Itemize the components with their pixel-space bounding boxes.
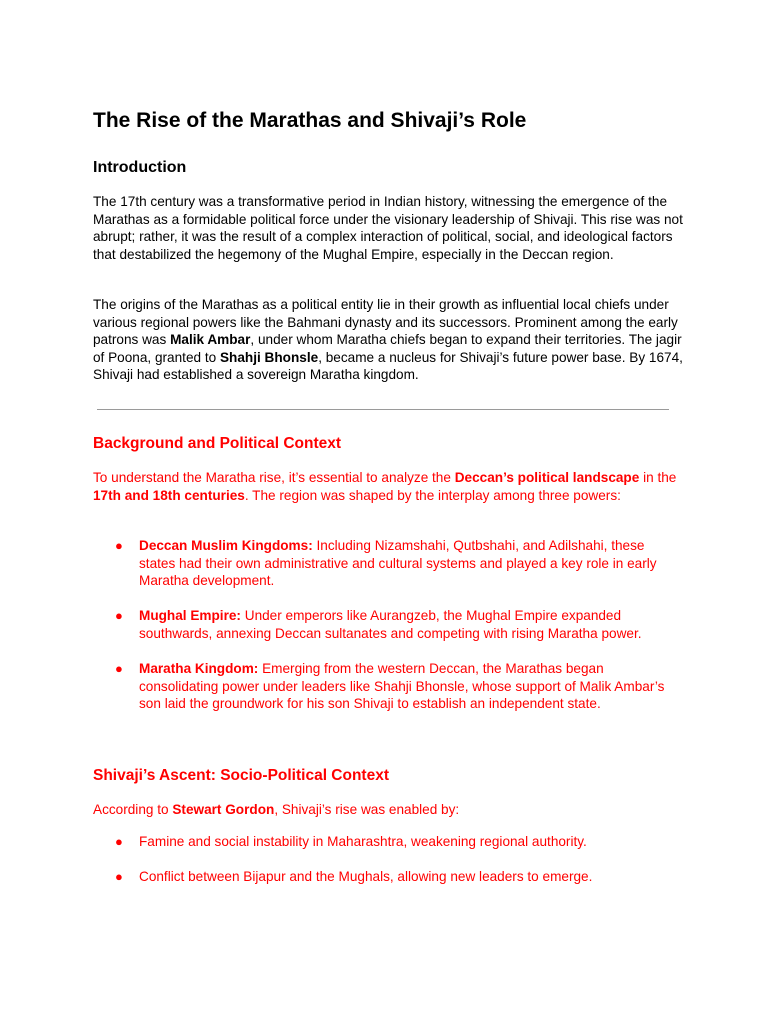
page-title: The Rise of the Marathas and Shivaji’s Role (93, 109, 527, 132)
bullet-icon: ● (115, 661, 123, 676)
list-item-text: Conflict between Bijapur and the Mughals, allowing new leaders to emerge. (139, 869, 593, 884)
bold-term-shahji-bhonsle: Shahji Bhonsle (219, 349, 319, 365)
paragraph-text: , Shivaji’s rise was enabled by: (274, 802, 460, 817)
bold-term-centuries: 17th and 18th centuries (93, 487, 245, 503)
bold-term-stewart-gordon: Stewart Gordon (172, 802, 275, 817)
list-item-text: Famine and social instability in Maharashtra, weakening regional authority. (139, 834, 587, 849)
paragraph-text: . The region was shaped by the interplay among three powers: (244, 487, 621, 503)
list-item-description: Emerging from the western Deccan, the Marathas began consolidating power under leaders like Shahji Bhonsle, whose support of Malik Ambar’s son laid the groundwork for his son Shivaji to establish an independent state. (139, 661, 665, 711)
paragraph-text: in the (639, 470, 677, 485)
list-item-description: Under emperors like Aurangzeb, the Mughal Empire expanded southwards, annexing Deccan sultanates and competing with rising Maratha power. (139, 608, 642, 641)
bullet-icon: ● (115, 869, 123, 884)
background-heading: Background and Political Context (93, 435, 342, 452)
paragraph-text: According to (93, 802, 173, 817)
introduction-paragraph-1: The 17th century was a transformative period in Indian history, witnessing the emergence of the Marathas as a formidable political force under the visionary leadership of Shivaji. This rise was not abrupt; rather, it was the result of a complex interaction of political, social, and ideological factors that destabilized the hegemony of the Mughal Empire, especially in the Deccan region. (93, 194, 683, 262)
horizontal-divider (97, 409, 669, 410)
introduction-paragraph-2 (93, 296, 683, 384)
bold-term-malik-ambar: Malik Ambar (170, 332, 251, 347)
list-item-description: Including Nizamshahi, Qutbshahi, and Adilshahi, these states had their own administrative and cultural systems and played a key role in early Maratha development. (139, 538, 657, 588)
paragraph-text: To understand the Maratha rise, it’s essential to analyze the (93, 470, 455, 485)
paragraph-text: , under whom Maratha chiefs began to expand their territories. The jagir of Poona, granted to (93, 332, 682, 365)
bullet-icon: ● (115, 608, 123, 623)
paragraph-text: , became a nucleus for Shivaji’s future power base. By 1674, Shivaji had established a sovereign Maratha kingdom. (93, 349, 683, 382)
list-item-text (139, 607, 669, 642)
list-item-label: Maratha Kingdom: (139, 661, 259, 676)
list-item-text (139, 660, 669, 713)
bold-term-deccan-landscape: Deccan’s political landscape (454, 470, 640, 485)
bullet-icon: ● (115, 538, 123, 553)
paragraph-text: The origins of the Marathas as a political entity lie in their growth as influential local chiefs under various regional powers like the Bahmani dynasty and its successors. Prominent among the early patrons was (93, 297, 678, 347)
ascent-intro-paragraph (93, 801, 683, 819)
list-item-label: Deccan Muslim Kingdoms: (139, 538, 313, 553)
background-intro-paragraph (93, 469, 683, 504)
list-item-text (139, 537, 669, 590)
ascent-heading: Shivaji’s Ascent: Socio-Political Context (93, 767, 389, 784)
list-item-label: Mughal Empire: (139, 608, 241, 623)
introduction-heading: Introduction (93, 159, 187, 176)
bullet-icon: ● (115, 834, 123, 849)
